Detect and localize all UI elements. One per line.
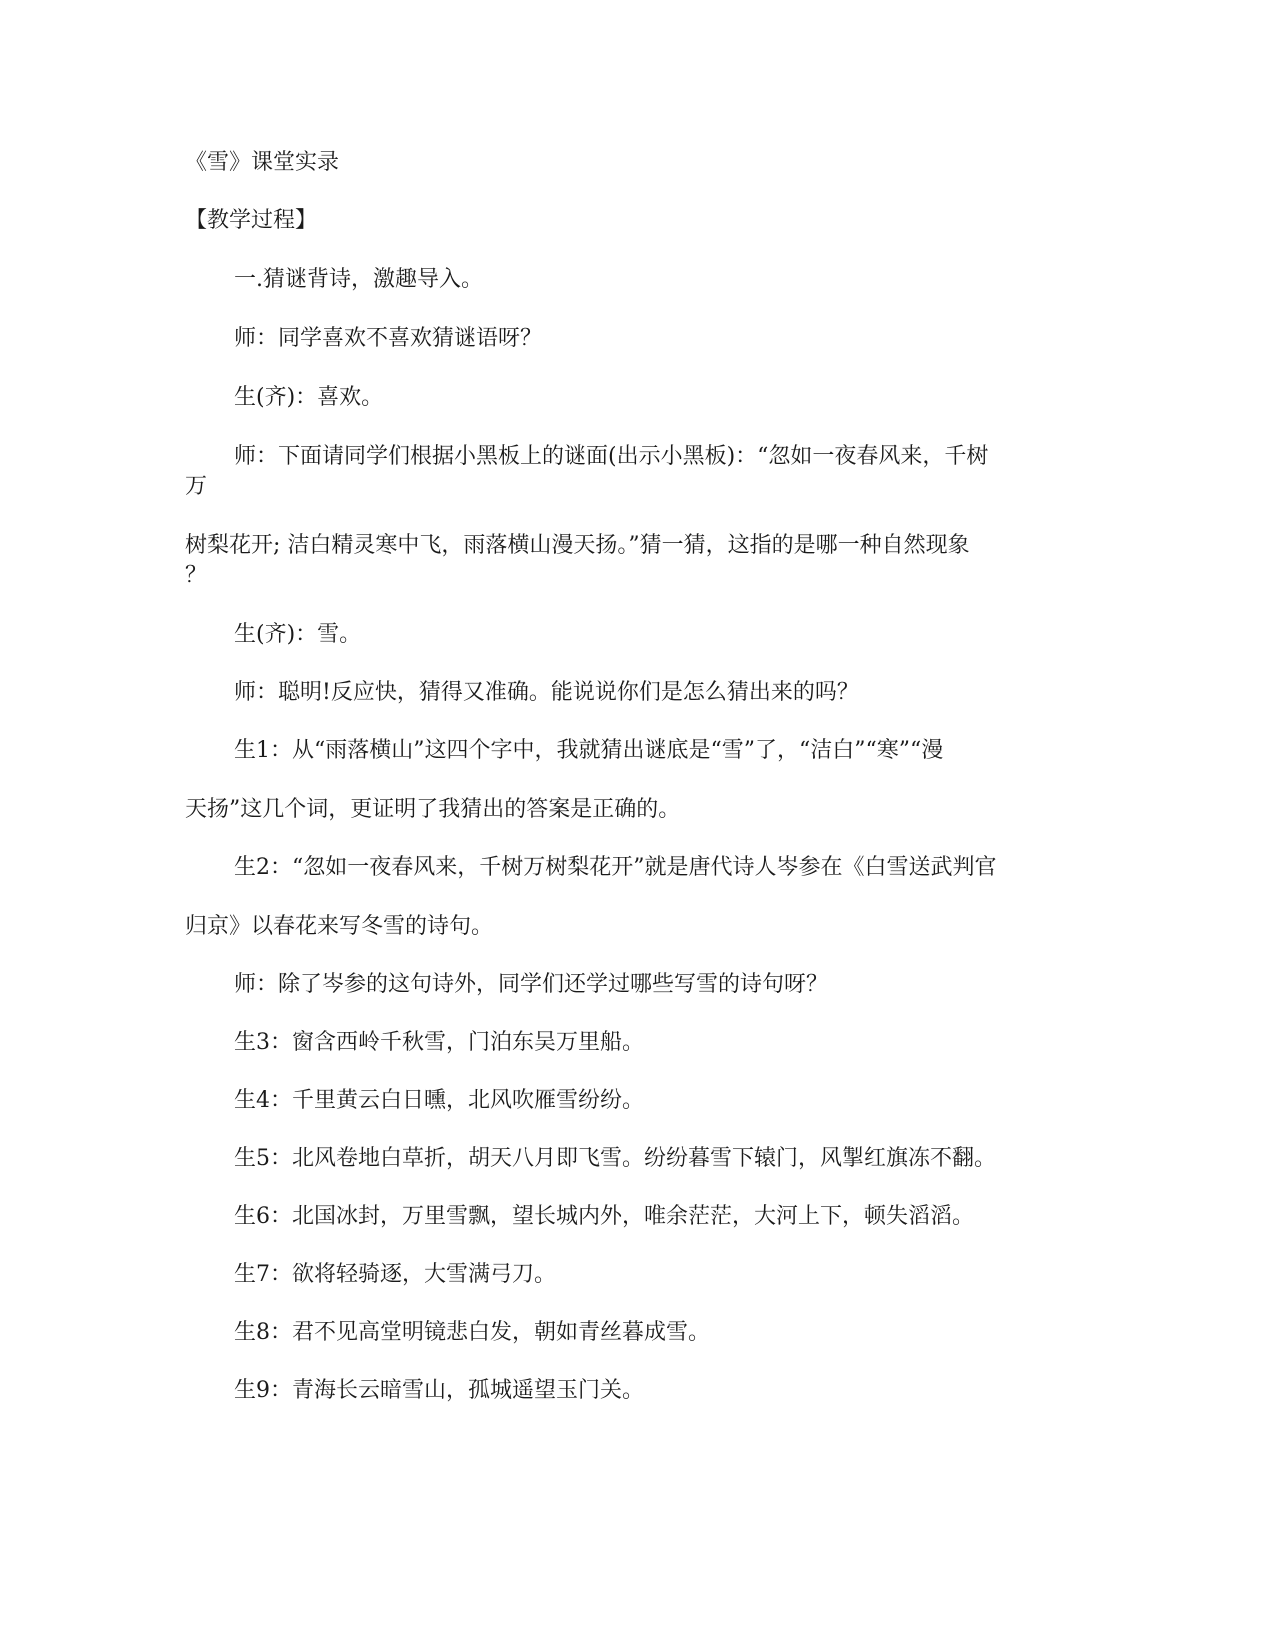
paragraph-line: ？ (185, 563, 208, 588)
paragraph-line: 生2：“忽如一夜春风来，千树万树梨花开”就是唐代诗人岑参在《白雪送武判官 (234, 855, 997, 880)
paragraph-line: 万 (185, 474, 208, 499)
paragraph-line: 师：除了岑参的这句诗外，同学们还学过哪些写雪的诗句呀？ (234, 972, 829, 997)
paragraph-line: 天扬”这几个词，更证明了我猜出的答案是正确的。 (185, 797, 681, 822)
paragraph-line: 生(齐)：雪。 (234, 622, 362, 647)
paragraph-line: 生6：北国冰封，万里雪飘，望长城内外，唯余茫茫，大河上下，顿失滔滔。 (234, 1204, 974, 1229)
paragraph-line: 归京》以春花来写冬雪的诗句。 (185, 914, 494, 939)
paragraph-line: 一.猜谜背诗，激趣导入。 (234, 267, 483, 292)
paragraph-line: 生5：北风卷地白草折，胡天八月即飞雪。纷纷暮雪下辕门，风掣红旗冻不翻。 (234, 1146, 996, 1171)
paragraph-line: 生1：从“雨落横山”这四个字中，我就猜出谜底是“雪”了，“洁白”“寒”“漫 (234, 738, 944, 763)
paragraph-line: 树梨花开; 洁白精灵寒中飞，雨落横山漫天扬。”猜一猜，这指的是哪一种自然现象 (185, 533, 970, 558)
paragraph-line: 生8：君不见高堂明镜悲白发，朝如青丝暮成雪。 (234, 1320, 710, 1345)
paragraph-line: 生4：千里黄云白日曛，北风吹雁雪纷纷。 (234, 1088, 644, 1113)
paragraph-line: 生3：窗含西岭千秋雪，门泊东吴万里船。 (234, 1030, 644, 1055)
paragraph-line: 师：聪明!反应快，猜得又准确。能说说你们是怎么猜出来的吗？ (234, 680, 859, 705)
paragraph-line: 生9：青海长云暗雪山，孤城遥望玉门关。 (234, 1378, 644, 1403)
paragraph-line: 师：下面请同学们根据小黑板上的谜面(出示小黑板)：“忽如一夜春风来，千树 (234, 444, 989, 469)
paragraph-line: 师：同学喜欢不喜欢猜谜语呀？ (234, 326, 543, 351)
paragraph-line: 生(齐)：喜欢。 (234, 385, 384, 410)
document-title: 《雪》课堂实录 (185, 150, 340, 175)
section-heading: 【教学过程】 (185, 208, 318, 233)
paragraph-line: 生7：欲将轻骑逐，大雪满弓刀。 (234, 1262, 556, 1287)
